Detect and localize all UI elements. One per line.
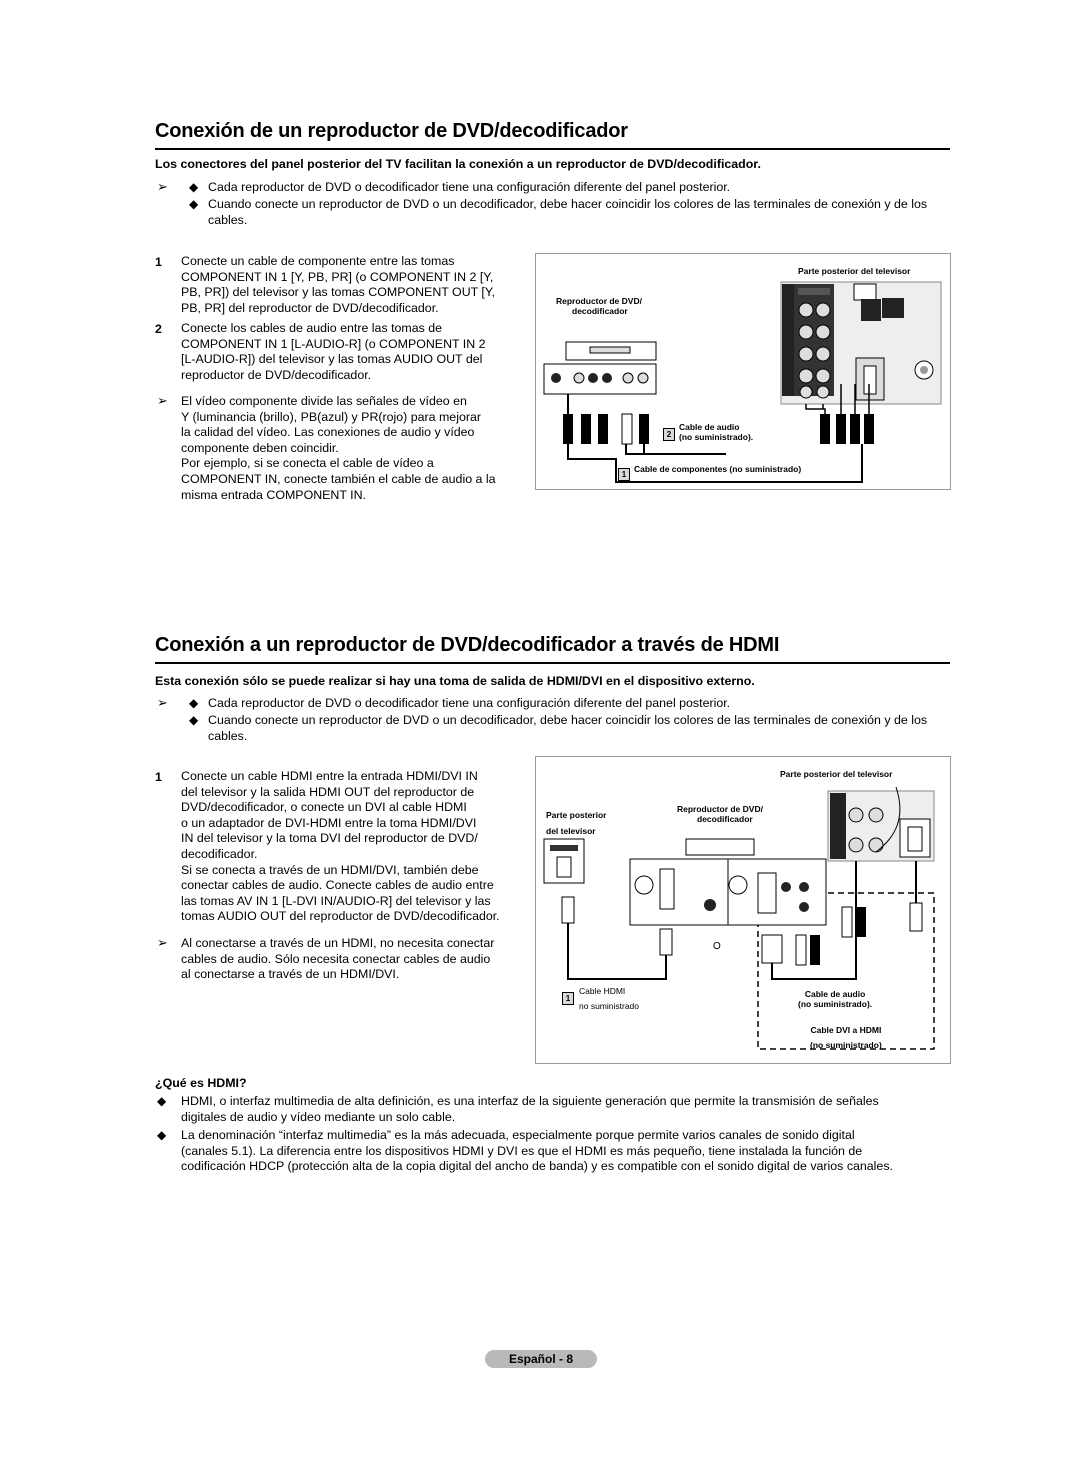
section1-step2-text: Conecte los cables de audio entre las tomas de COMPONENT IN 1 [L-AUDIO-R] (o COMPONENT IN 2 [L-AUDIO-R]) del televisor y las tomas AUDIO OUT del reproductor de DVD/decodificador. bbox=[181, 321, 486, 382]
section1-tip-text: El vídeo componente divide las señales de vídeo en Y (luminancia (brillo), PB(azul) y PR(rojo) para mejorar la calidad del vídeo. Las conexiones de audio y vídeo componente deben coincidir. Por ejemplo, si se conecta el cable de vídeo a COMPONENT IN, conecte también el cable de audio a la misma entrada COMPONENT IN. bbox=[181, 394, 496, 502]
bullet-diamond-icon: ◆ bbox=[189, 696, 199, 710]
bullet-diamond-icon: ◆ bbox=[189, 713, 199, 727]
diagram2-tv-back-label: Parte posterior del televisor bbox=[780, 769, 893, 779]
diagram2-or-label: O bbox=[713, 941, 721, 952]
section2-lead: Esta conexión sólo se puede realizar si hay una toma de salida de HDMI/DVI en el dispositivo externo. bbox=[155, 674, 755, 688]
bullet-diamond-icon: ◆ bbox=[157, 1094, 167, 1108]
step-number: 1 bbox=[155, 255, 162, 269]
diagram1-art bbox=[536, 254, 950, 489]
diagram1-cable2-label: Cable de audio (no suministrado). bbox=[679, 422, 754, 442]
diagram2-art bbox=[536, 757, 950, 1063]
bullet-diamond-icon: ◆ bbox=[189, 180, 199, 194]
section2-step1-text: Conecte un cable HDMI entre la entrada HDMI/DVI IN del televisor y la salida HDMI OUT del reproductor de DVD/decodificador, o conecte un DVI al cable HDMI o un adaptador de DVI-HDMI entre la toma HDMI/DVI IN del televisor y la toma DVI del reproductor de DVD/ decodificador. Si se conecta a través de un HDMI/DVI, también debe conectar cables de audio. Conecte cables de audio entre las tomas AV IN 1 [L-DVI IN/AUDIO-R] del televisor y las tomas AUDIO OUT del reproductor de DVD/decodificador. bbox=[181, 769, 500, 924]
diagram1-tv-back-label: Parte posterior del televisor bbox=[798, 266, 911, 276]
note-arrow-icon: ➢ bbox=[157, 935, 168, 950]
diagram2-audio-cable-label: Cable de audio (no suministrado). bbox=[798, 989, 873, 1009]
page-number-badge: Español - 8 bbox=[485, 1350, 597, 1368]
section1-step1-text: Conecte un cable de componente entre las tomas COMPONENT IN 1 [Y, PB, PR] (o COMPONENT IN 2 [Y, PB, PR]) del televisor y las tomas COMPONENT OUT [Y, PB, PR] del reproductor de DVD/decodificador. bbox=[181, 254, 495, 315]
diagram2-tv-back-small-label: Parte posterior del televisor bbox=[546, 810, 607, 836]
section2-title: Conexión a un reproductor de DVD/decodificador a través de HDMI bbox=[155, 634, 780, 656]
diagram2-dvd-label: Reproductor de DVD/ decodificador bbox=[677, 804, 763, 824]
section2-rule bbox=[155, 662, 950, 664]
section1-note2: Cuando conecte un reproductor de DVD o un decodificador, debe hacer coincidir los colores de las terminales de conexión y de los cables. bbox=[208, 197, 928, 227]
diagram1-dvd-label: Reproductor de DVD/ decodificador bbox=[556, 296, 642, 316]
section1-rule bbox=[155, 148, 950, 150]
section2-note1: Cada reproductor de DVD o decodificador tiene una configuración diferente del panel posterior. bbox=[208, 696, 731, 710]
note-arrow-icon: ➢ bbox=[157, 179, 168, 194]
step-number: 1 bbox=[155, 770, 162, 784]
note-arrow-icon: ➢ bbox=[157, 393, 168, 408]
section1-note1: Cada reproductor de DVD o decodificador tiene una configuración diferente del panel posterior. bbox=[208, 180, 731, 194]
step-number: 2 bbox=[155, 322, 162, 336]
section1-title: Conexión de un reproductor de DVD/decodificador bbox=[155, 120, 628, 142]
section2-tip-text: Al conectarse a través de un HDMI, no necesita conectar cables de audio. Sólo necesita conectar cables de audio al conectarse a través de un HDMI/DVI. bbox=[181, 936, 495, 982]
hdmi-connection-diagram bbox=[535, 756, 951, 1064]
hdmi-faq-bullet2: La denominación “interfaz multimedia” es la más adecuada, especialmente porque permite varios canales de sonido digital (canales 5.1). La diferencia entre los dispositivos HDMI y DVI es que el HDMI es más pequeño, tiene instalada la función de codificación HDCP (protección alta de la copia digital del ancho de banda) y es compatible con el sonido digital de varios canales. bbox=[181, 1128, 893, 1174]
hdmi-faq-heading: ¿Qué es HDMI? bbox=[155, 1076, 247, 1090]
bullet-diamond-icon: ◆ bbox=[157, 1128, 167, 1142]
section1-lead: Los conectores del panel posterior del TV facilitan la conexión a un reproductor de DVD/decodificador. bbox=[155, 157, 761, 171]
bullet-diamond-icon: ◆ bbox=[189, 197, 199, 211]
diagram1-cable1-number: 1 bbox=[618, 464, 630, 482]
diagram2-hdmi-cable-label: Cable HDMI no suministrado bbox=[579, 986, 640, 1011]
component-connection-diagram bbox=[535, 253, 951, 490]
diagram2-hdmi-cable-number: 1 bbox=[562, 988, 574, 1006]
diagram1-cable1-label: Cable de componentes (no suministrado) bbox=[634, 464, 802, 474]
diagram1-cable2-number: 2 bbox=[663, 424, 675, 442]
note-arrow-icon: ➢ bbox=[157, 695, 168, 710]
hdmi-faq-bullet1: HDMI, o interfaz multimedia de alta definición, es una interfaz de la siguiente generación que permite la transmisión de señales digitales de audio y vídeo mediante un solo cable. bbox=[181, 1094, 879, 1124]
section2-note2: Cuando conecte un reproductor de DVD o un decodificador, debe hacer coincidir los colores de las terminales de conexión y de los cables. bbox=[208, 713, 928, 743]
diagram2-dvi-cable-label: Cable DVI a HDMI (no suministrado) bbox=[810, 1025, 882, 1050]
